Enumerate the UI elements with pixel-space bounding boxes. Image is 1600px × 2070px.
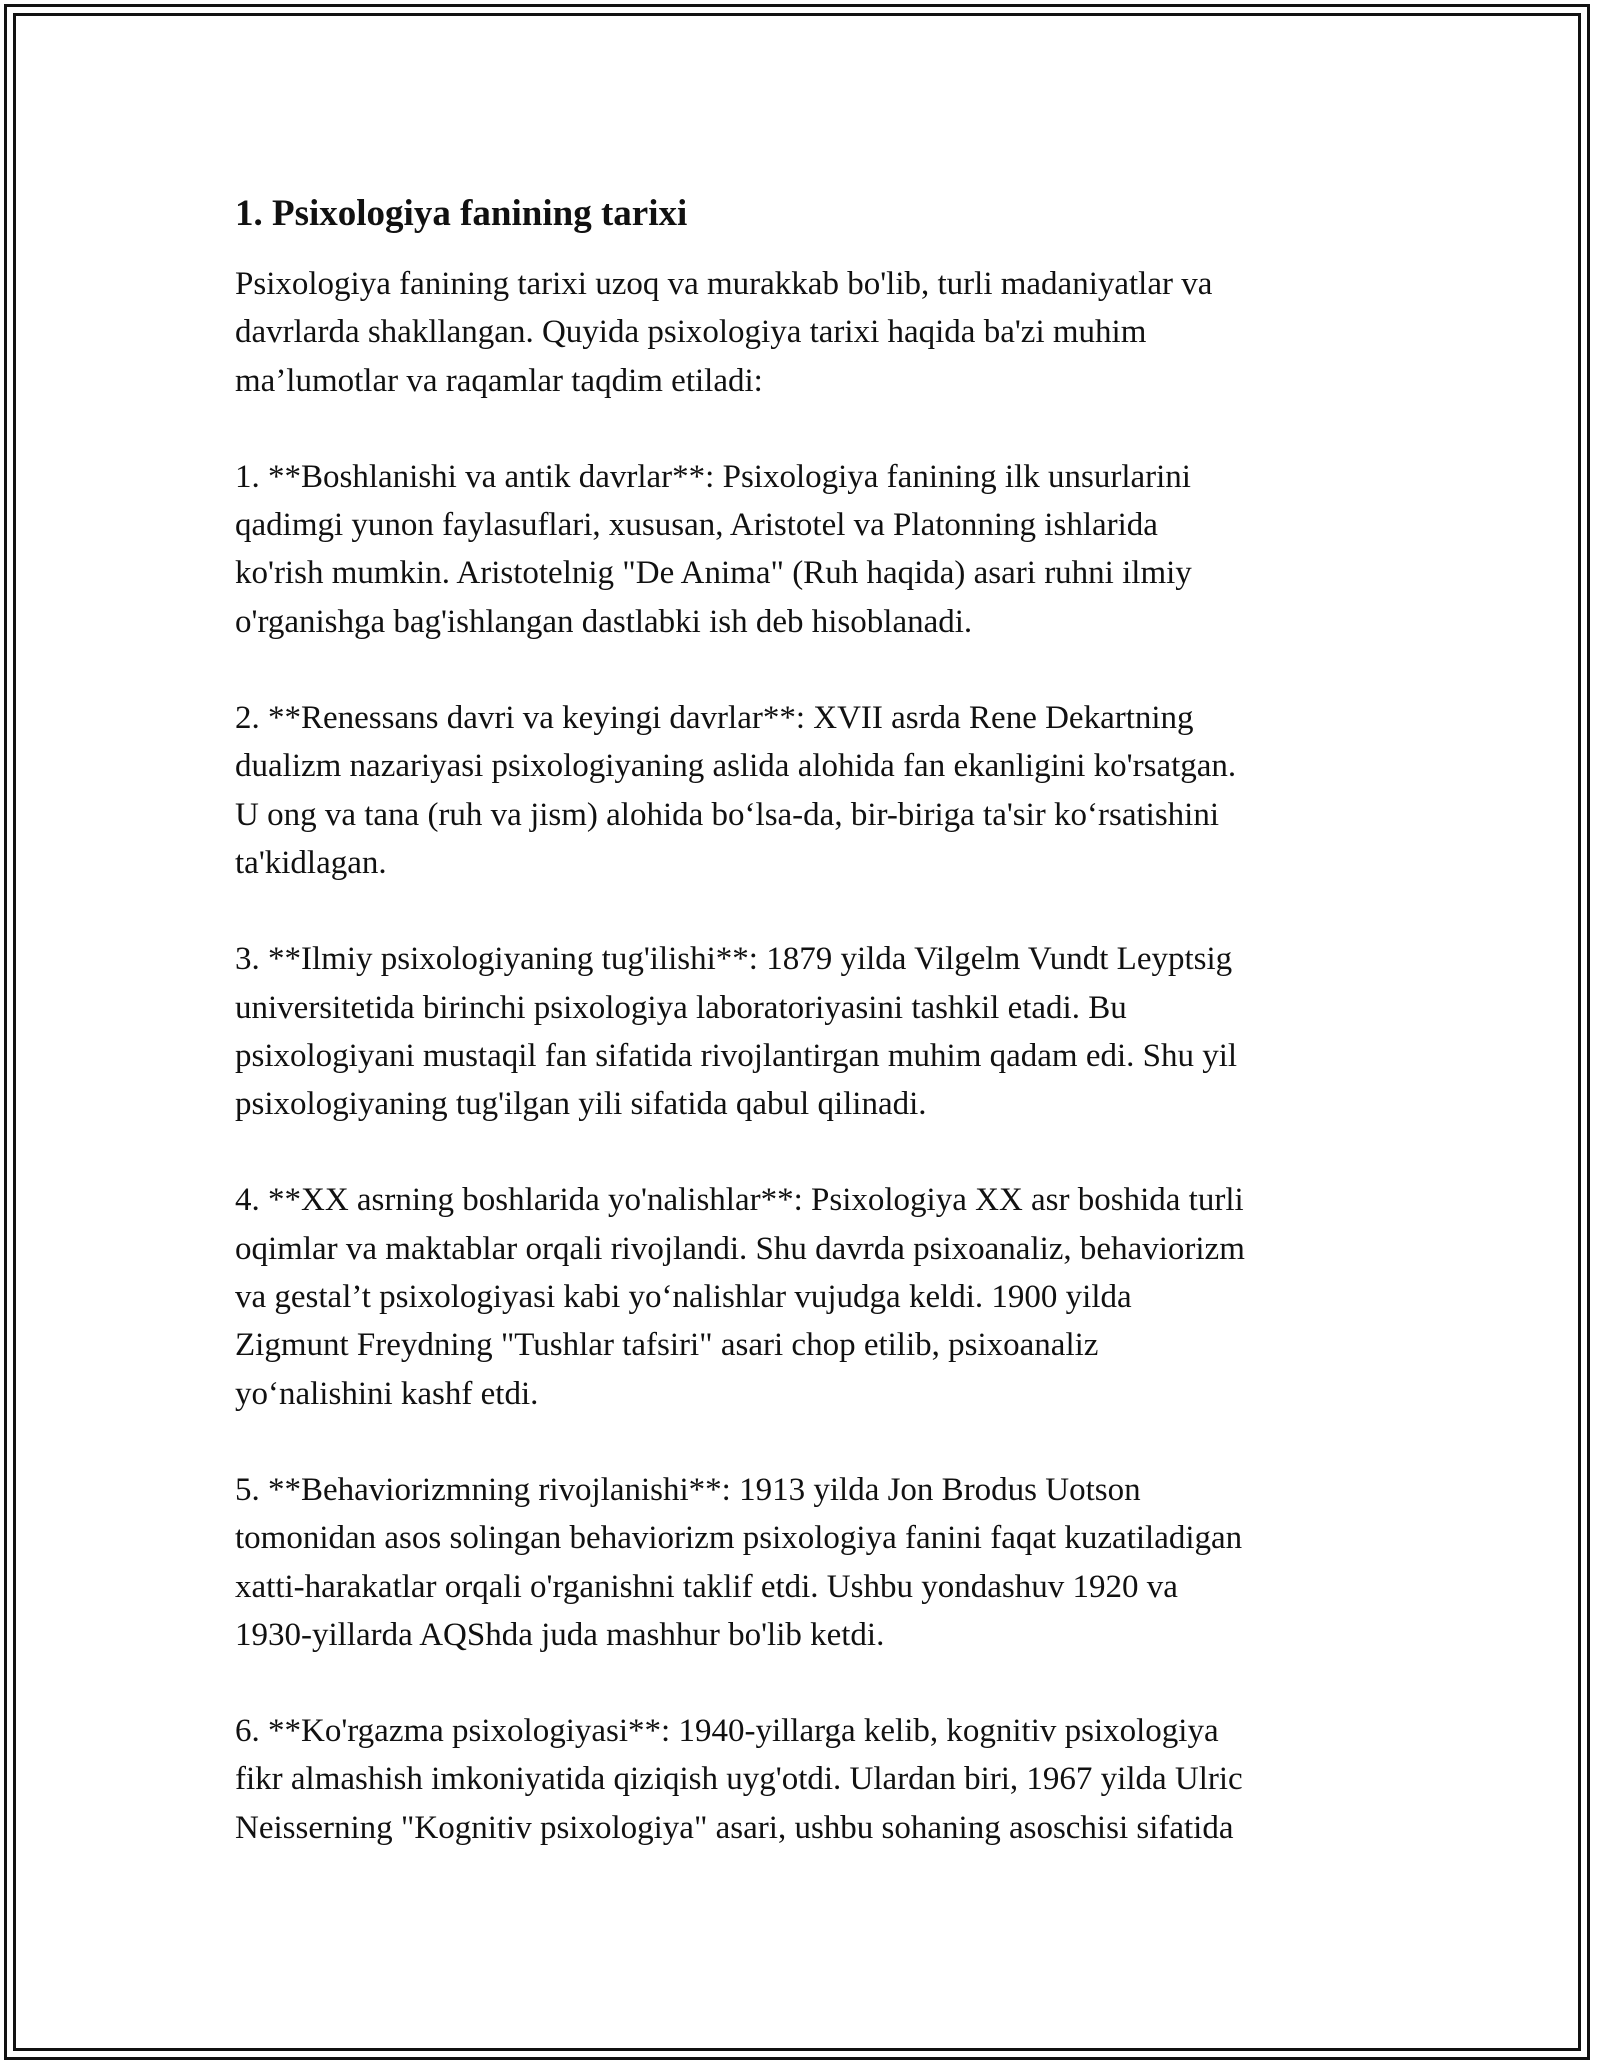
text-line: 3. **Ilmiy psixologiyaning tug'ilishi**: 1879 yilda Vilgelm Vundt Leyptsig (235, 941, 1233, 978)
text-line: tomonidan asos solingan behaviorizm psixologiya fanini faqat kuzatiladigan (235, 1520, 1243, 1557)
text-line: universitetida birinchi psixologiya laboratoriyasini tashkil etadi. Bu (235, 989, 1127, 1026)
text-line: 6. **Ko'rgazma psixologiyasi**: 1940-yillarga kelib, kognitiv psixologiya (235, 1713, 1219, 1750)
text-line: ta'kidlagan. (235, 844, 387, 881)
paragraph-item-4 (235, 1176, 1375, 1417)
document-body (235, 190, 1375, 1900)
page-title: 1. Psixologiya fanining tarixi (235, 193, 688, 234)
text-line: Neisserning "Kognitiv psixologiya" asari, ushbu sohaning asoschisi sifatida (235, 1809, 1234, 1846)
text-line: ma’lumotlar va raqamlar taqdim etiladi: (235, 362, 763, 399)
text-line: fikr almashish imkoniyatida qiziqish uyg'otdi. Ulardan biri, 1967 yilda Ulric (235, 1761, 1243, 1798)
text-line: yo‘nalishini kashf etdi. (235, 1375, 539, 1412)
text-line: U ong va tana (ruh va jism) alohida bo‘lsa-da, bir-biriga ta'sir ko‘rsatishini (235, 796, 1220, 833)
text-line: xatti-harakatlar orqali o'rganishni taklif etdi. Ushbu yondashuv 1920 va (235, 1568, 1178, 1605)
text-line: o'rganishga bag'ishlangan dastlabki ish deb hisoblanadi. (235, 603, 973, 640)
text-line: oqimlar va maktablar orqali rivojlandi. Shu davrda psixoanaliz, behaviorizm (235, 1230, 1245, 1267)
text-line: dualizm nazariyasi psixologiyaning aslida alohida fan ekanligini ko'rsatgan. (235, 748, 1237, 785)
text-line: Psixologiya fanining tarixi uzoq va murakkab bo'lib, turli madaniyatlar va (235, 266, 1213, 302)
text-line: Zigmunt Freydning "Tushlar tafsiri" asari chop etilib, psixoanaliz (235, 1327, 1099, 1364)
text-line: davrlarda shakllangan. Quyida psixologiya tarixi haqida ba'zi muhim (235, 314, 1147, 351)
paragraph-item-3 (235, 935, 1375, 1128)
text-line: psixologiyaning tug'ilgan yili sifatida qabul qilinadi. (235, 1086, 927, 1123)
paragraph-intro (235, 260, 1375, 405)
paragraph-item-6 (235, 1707, 1375, 1852)
text-line: psixologiyani mustaqil fan sifatida rivojlantirgan muhim qadam edi. Shu yil (235, 1037, 1238, 1074)
text-line: 2. **Renessans davri va keyingi davrlar**: XVII asrda Rene Dekartning (235, 700, 1194, 737)
paragraph-item-5 (235, 1466, 1375, 1659)
text-line: 5. **Behaviorizmning rivojlanishi**: 1913 yilda Jon Brodus Uotson (235, 1471, 1141, 1508)
text-line: 4. **XX asrning boshlarida yo'nalishlar**: Psixologiya XX asr boshida turli (235, 1182, 1244, 1219)
text-line: va gestal’t psixologiyasi kabi yo‘nalishlar vujudga keldi. 1900 yilda (235, 1279, 1132, 1316)
text-line: 1930-yillarda AQShda juda mashhur bo'lib ketdi. (235, 1616, 885, 1653)
text-line: qadimgi yunon faylasuflari, xususan, Aristotel va Platonning ishlarida (235, 507, 1158, 544)
paragraph-item-1 (235, 453, 1375, 646)
text-line: 1. **Boshlanishi va antik davrlar**: Psixologiya fanining ilk unsurlarini (235, 458, 1191, 495)
text-line: ko'rish mumkin. Aristotelnig "De Anima" (Ruh haqida) asari ruhni ilmiy (235, 555, 1192, 592)
paragraph-item-2 (235, 694, 1375, 887)
